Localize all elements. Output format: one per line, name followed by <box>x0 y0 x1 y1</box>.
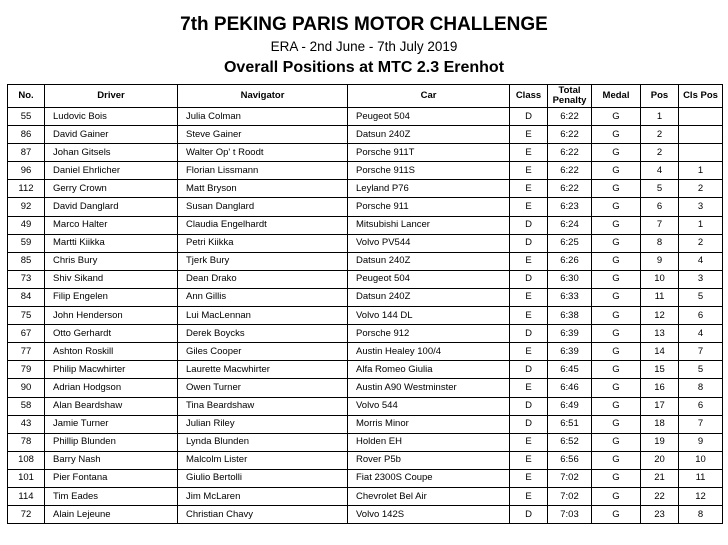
medal-cell: G <box>592 288 641 306</box>
column-header: Total Penalty <box>548 85 592 108</box>
navigator-name-cell: Julian Riley <box>178 415 348 433</box>
table-row <box>8 126 723 144</box>
table-row <box>8 451 723 469</box>
car-model-cell: Fiat 2300S Coupe <box>348 469 510 487</box>
total-penalty-cell: 6:45 <box>548 361 592 379</box>
entry-number-cell: 77 <box>8 343 45 361</box>
driver-name-cell: Philip Macwhirter <box>45 361 178 379</box>
car-model-cell: Volvo PV544 <box>348 234 510 252</box>
car-model-cell: Peugeot 504 <box>348 270 510 288</box>
driver-name-cell: Martti Kiikka <box>45 234 178 252</box>
document-header <box>0 13 728 79</box>
class-position-cell: 6 <box>679 397 723 415</box>
overall-position-cell: 12 <box>641 307 679 325</box>
driver-name-cell: Chris Bury <box>45 252 178 270</box>
car-class-cell: E <box>510 198 548 216</box>
class-position-cell: 7 <box>679 343 723 361</box>
overall-position-cell: 4 <box>641 162 679 180</box>
class-position-cell: 4 <box>679 252 723 270</box>
car-model-cell: Austin A90 Westminster <box>348 379 510 397</box>
medal-cell: G <box>592 469 641 487</box>
class-position-cell: 5 <box>679 288 723 306</box>
column-header: No. <box>8 85 45 108</box>
class-position-cell <box>679 108 723 126</box>
medal-cell: G <box>592 108 641 126</box>
class-position-cell: 11 <box>679 469 723 487</box>
overall-position-cell: 23 <box>641 506 679 524</box>
driver-name-cell: Ashton Roskill <box>45 343 178 361</box>
overall-position-cell: 18 <box>641 415 679 433</box>
navigator-name-cell: Giles Cooper <box>178 343 348 361</box>
overall-position-cell: 19 <box>641 433 679 451</box>
overall-position-cell: 10 <box>641 270 679 288</box>
column-header: Pos <box>641 85 679 108</box>
car-model-cell: Chevrolet Bel Air <box>348 487 510 505</box>
column-header: Medal <box>592 85 641 108</box>
medal-cell: G <box>592 506 641 524</box>
entry-number-cell: 58 <box>8 397 45 415</box>
medal-cell: G <box>592 162 641 180</box>
car-model-cell: Porsche 912 <box>348 325 510 343</box>
table-row <box>8 198 723 216</box>
driver-name-cell: Alain Lejeune <box>45 506 178 524</box>
car-model-cell: Holden EH <box>348 433 510 451</box>
total-penalty-cell: 6:25 <box>548 234 592 252</box>
table-row <box>8 433 723 451</box>
table-row <box>8 108 723 126</box>
overall-position-cell: 9 <box>641 252 679 270</box>
driver-name-cell: Ludovic Bois <box>45 108 178 126</box>
overall-position-cell: 7 <box>641 216 679 234</box>
driver-name-cell: Tim Eades <box>45 487 178 505</box>
driver-name-cell: David Danglard <box>45 198 178 216</box>
entry-number-cell: 101 <box>8 469 45 487</box>
table-row <box>8 216 723 234</box>
car-model-cell: Morris Minor <box>348 415 510 433</box>
class-position-cell: 1 <box>679 216 723 234</box>
driver-name-cell: Daniel Ehrlicher <box>45 162 178 180</box>
car-model-cell: Alfa Romeo Giulia <box>348 361 510 379</box>
table-row <box>8 252 723 270</box>
navigator-name-cell: Claudia Engelhardt <box>178 216 348 234</box>
car-model-cell: Volvo 142S <box>348 506 510 524</box>
car-model-cell: Porsche 911S <box>348 162 510 180</box>
medal-cell: G <box>592 216 641 234</box>
car-class-cell: D <box>510 270 548 288</box>
column-header: Cls Pos <box>679 85 723 108</box>
entry-number-cell: 72 <box>8 506 45 524</box>
navigator-name-cell: Ann Gillis <box>178 288 348 306</box>
medal-cell: G <box>592 343 641 361</box>
medal-cell: G <box>592 379 641 397</box>
car-model-cell: Volvo 544 <box>348 397 510 415</box>
overall-position-cell: 20 <box>641 451 679 469</box>
total-penalty-cell: 6:39 <box>548 343 592 361</box>
navigator-name-cell: Lui MacLennan <box>178 307 348 325</box>
total-penalty-cell: 6:39 <box>548 325 592 343</box>
medal-cell: G <box>592 397 641 415</box>
driver-name-cell: Shiv Sikand <box>45 270 178 288</box>
car-class-cell: D <box>510 397 548 415</box>
overall-position-cell: 15 <box>641 361 679 379</box>
navigator-name-cell: Owen Turner <box>178 379 348 397</box>
car-class-cell: E <box>510 252 548 270</box>
entry-number-cell: 84 <box>8 288 45 306</box>
car-class-cell: E <box>510 469 548 487</box>
driver-name-cell: Adrian Hodgson <box>45 379 178 397</box>
entry-number-cell: 43 <box>8 415 45 433</box>
total-penalty-cell: 6:22 <box>548 126 592 144</box>
total-penalty-cell: 6:23 <box>548 198 592 216</box>
table-row <box>8 487 723 505</box>
table-row <box>8 307 723 325</box>
overall-position-cell: 13 <box>641 325 679 343</box>
medal-cell: G <box>592 415 641 433</box>
column-header: Driver <box>45 85 178 108</box>
total-penalty-cell: 7:02 <box>548 487 592 505</box>
class-position-cell: 1 <box>679 162 723 180</box>
overall-position-cell: 21 <box>641 469 679 487</box>
navigator-name-cell: Tjerk Bury <box>178 252 348 270</box>
table-row <box>8 397 723 415</box>
class-position-cell <box>679 144 723 162</box>
event-dates: ERA - 2nd June - 7th July 2019 <box>270 39 458 54</box>
navigator-name-cell: Matt Bryson <box>178 180 348 198</box>
entry-number-cell: 85 <box>8 252 45 270</box>
navigator-name-cell: Malcolm Lister <box>178 451 348 469</box>
driver-name-cell: Marco Halter <box>45 216 178 234</box>
car-class-cell: D <box>510 361 548 379</box>
class-position-cell: 3 <box>679 270 723 288</box>
medal-cell: G <box>592 126 641 144</box>
car-model-cell: Mitsubishi Lancer <box>348 216 510 234</box>
car-class-cell: E <box>510 451 548 469</box>
class-position-cell: 9 <box>679 433 723 451</box>
medal-cell: G <box>592 144 641 162</box>
total-penalty-cell: 6:51 <box>548 415 592 433</box>
entry-number-cell: 86 <box>8 126 45 144</box>
table-row <box>8 361 723 379</box>
navigator-name-cell: Dean Drako <box>178 270 348 288</box>
car-class-cell: D <box>510 108 548 126</box>
column-header: Class <box>510 85 548 108</box>
total-penalty-cell: 6:49 <box>548 397 592 415</box>
entry-number-cell: 87 <box>8 144 45 162</box>
total-penalty-cell: 7:03 <box>548 506 592 524</box>
table-row <box>8 343 723 361</box>
entry-number-cell: 114 <box>8 487 45 505</box>
navigator-name-cell: Florian Lissmann <box>178 162 348 180</box>
overall-position-cell: 1 <box>641 108 679 126</box>
navigator-name-cell: Derek Boycks <box>178 325 348 343</box>
entry-number-cell: 78 <box>8 433 45 451</box>
table-row <box>8 415 723 433</box>
medal-cell: G <box>592 270 641 288</box>
navigator-name-cell: Laurette Macwhirter <box>178 361 348 379</box>
entry-number-cell: 108 <box>8 451 45 469</box>
car-class-cell: E <box>510 487 548 505</box>
overall-position-cell: 5 <box>641 180 679 198</box>
car-class-cell: E <box>510 379 548 397</box>
class-position-cell <box>679 126 723 144</box>
medal-cell: G <box>592 180 641 198</box>
medal-cell: G <box>592 325 641 343</box>
navigator-name-cell: Julia Colman <box>178 108 348 126</box>
navigator-name-cell: Walter Op' t Roodt <box>178 144 348 162</box>
car-model-cell: Rover P5b <box>348 451 510 469</box>
driver-name-cell: Filip Engelen <box>45 288 178 306</box>
table-row <box>8 469 723 487</box>
car-class-cell: E <box>510 343 548 361</box>
class-position-cell: 5 <box>679 361 723 379</box>
table-row <box>8 180 723 198</box>
total-penalty-cell: 6:33 <box>548 288 592 306</box>
class-position-cell: 6 <box>679 307 723 325</box>
driver-name-cell: Otto Gerhardt <box>45 325 178 343</box>
car-class-cell: D <box>510 415 548 433</box>
overall-position-cell: 11 <box>641 288 679 306</box>
medal-cell: G <box>592 487 641 505</box>
driver-name-cell: Alan Beardshaw <box>45 397 178 415</box>
medal-cell: G <box>592 252 641 270</box>
table-row <box>8 379 723 397</box>
medal-cell: G <box>592 307 641 325</box>
table-header-row <box>8 85 723 108</box>
navigator-name-cell: Petri Kiikka <box>178 234 348 252</box>
total-penalty-cell: 6:22 <box>548 144 592 162</box>
car-class-cell: D <box>510 325 548 343</box>
table-row <box>8 162 723 180</box>
overall-position-cell: 17 <box>641 397 679 415</box>
entry-number-cell: 49 <box>8 216 45 234</box>
navigator-name-cell: Jim McLaren <box>178 487 348 505</box>
total-penalty-cell: 6:22 <box>548 162 592 180</box>
results-table <box>7 84 723 524</box>
class-position-cell: 12 <box>679 487 723 505</box>
total-penalty-cell: 6:56 <box>548 451 592 469</box>
car-class-cell: E <box>510 180 548 198</box>
total-penalty-cell: 6:26 <box>548 252 592 270</box>
class-position-cell: 8 <box>679 506 723 524</box>
overall-position-cell: 14 <box>641 343 679 361</box>
driver-name-cell: David Gainer <box>45 126 178 144</box>
car-class-cell: E <box>510 433 548 451</box>
entry-number-cell: 90 <box>8 379 45 397</box>
overall-position-cell: 2 <box>641 144 679 162</box>
car-model-cell: Datsun 240Z <box>348 252 510 270</box>
car-model-cell: Volvo 144 DL <box>348 307 510 325</box>
entry-number-cell: 92 <box>8 198 45 216</box>
driver-name-cell: Pier Fontana <box>45 469 178 487</box>
navigator-name-cell: Christian Chavy <box>178 506 348 524</box>
table-row <box>8 144 723 162</box>
class-position-cell: 7 <box>679 415 723 433</box>
driver-name-cell: John Henderson <box>45 307 178 325</box>
driver-name-cell: Jamie Turner <box>45 415 178 433</box>
medal-cell: G <box>592 361 641 379</box>
page-title: 7th PEKING PARIS MOTOR CHALLENGE <box>180 14 548 35</box>
navigator-name-cell: Tina Beardshaw <box>178 397 348 415</box>
class-position-cell: 4 <box>679 325 723 343</box>
table-row <box>8 234 723 252</box>
entry-number-cell: 112 <box>8 180 45 198</box>
car-class-cell: D <box>510 234 548 252</box>
medal-cell: G <box>592 198 641 216</box>
car-class-cell: E <box>510 126 548 144</box>
section-heading: Overall Positions at MTC 2.3 Erenhot <box>223 59 505 76</box>
navigator-name-cell: Lynda Blunden <box>178 433 348 451</box>
total-penalty-cell: 6:52 <box>548 433 592 451</box>
class-position-cell: 8 <box>679 379 723 397</box>
overall-position-cell: 22 <box>641 487 679 505</box>
total-penalty-cell: 6:46 <box>548 379 592 397</box>
driver-name-cell: Barry Nash <box>45 451 178 469</box>
entry-number-cell: 55 <box>8 108 45 126</box>
medal-cell: G <box>592 451 641 469</box>
car-class-cell: D <box>510 506 548 524</box>
total-penalty-cell: 7:02 <box>548 469 592 487</box>
entry-number-cell: 79 <box>8 361 45 379</box>
class-position-cell: 3 <box>679 198 723 216</box>
car-model-cell: Austin Healey 100/4 <box>348 343 510 361</box>
medal-cell: G <box>592 433 641 451</box>
navigator-name-cell: Susan Danglard <box>178 198 348 216</box>
driver-name-cell: Gerry Crown <box>45 180 178 198</box>
column-header: Car <box>348 85 510 108</box>
car-model-cell: Porsche 911T <box>348 144 510 162</box>
car-class-cell: E <box>510 162 548 180</box>
overall-position-cell: 2 <box>641 126 679 144</box>
overall-position-cell: 16 <box>641 379 679 397</box>
total-penalty-cell: 6:22 <box>548 108 592 126</box>
entry-number-cell: 75 <box>8 307 45 325</box>
car-model-cell: Datsun 240Z <box>348 126 510 144</box>
table-row <box>8 506 723 524</box>
navigator-name-cell: Steve Gainer <box>178 126 348 144</box>
class-position-cell: 2 <box>679 234 723 252</box>
overall-position-cell: 6 <box>641 198 679 216</box>
total-penalty-cell: 6:38 <box>548 307 592 325</box>
class-position-cell: 10 <box>679 451 723 469</box>
table-row <box>8 288 723 306</box>
total-penalty-cell: 6:24 <box>548 216 592 234</box>
entry-number-cell: 96 <box>8 162 45 180</box>
car-class-cell: E <box>510 307 548 325</box>
car-model-cell: Leyland P76 <box>348 180 510 198</box>
car-class-cell: D <box>510 216 548 234</box>
driver-name-cell: Phillip Blunden <box>45 433 178 451</box>
table-row <box>8 325 723 343</box>
navigator-name-cell: Giulio Bertolli <box>178 469 348 487</box>
entry-number-cell: 73 <box>8 270 45 288</box>
entry-number-cell: 67 <box>8 325 45 343</box>
overall-position-cell: 8 <box>641 234 679 252</box>
car-model-cell: Porsche 911 <box>348 198 510 216</box>
total-penalty-cell: 6:22 <box>548 180 592 198</box>
entry-number-cell: 59 <box>8 234 45 252</box>
column-header: Navigator <box>178 85 348 108</box>
medal-cell: G <box>592 234 641 252</box>
table-row <box>8 270 723 288</box>
car-class-cell: E <box>510 144 548 162</box>
class-position-cell: 2 <box>679 180 723 198</box>
car-model-cell: Peugeot 504 <box>348 108 510 126</box>
total-penalty-cell: 6:30 <box>548 270 592 288</box>
car-class-cell: E <box>510 288 548 306</box>
car-model-cell: Datsun 240Z <box>348 288 510 306</box>
driver-name-cell: Johan Gitsels <box>45 144 178 162</box>
